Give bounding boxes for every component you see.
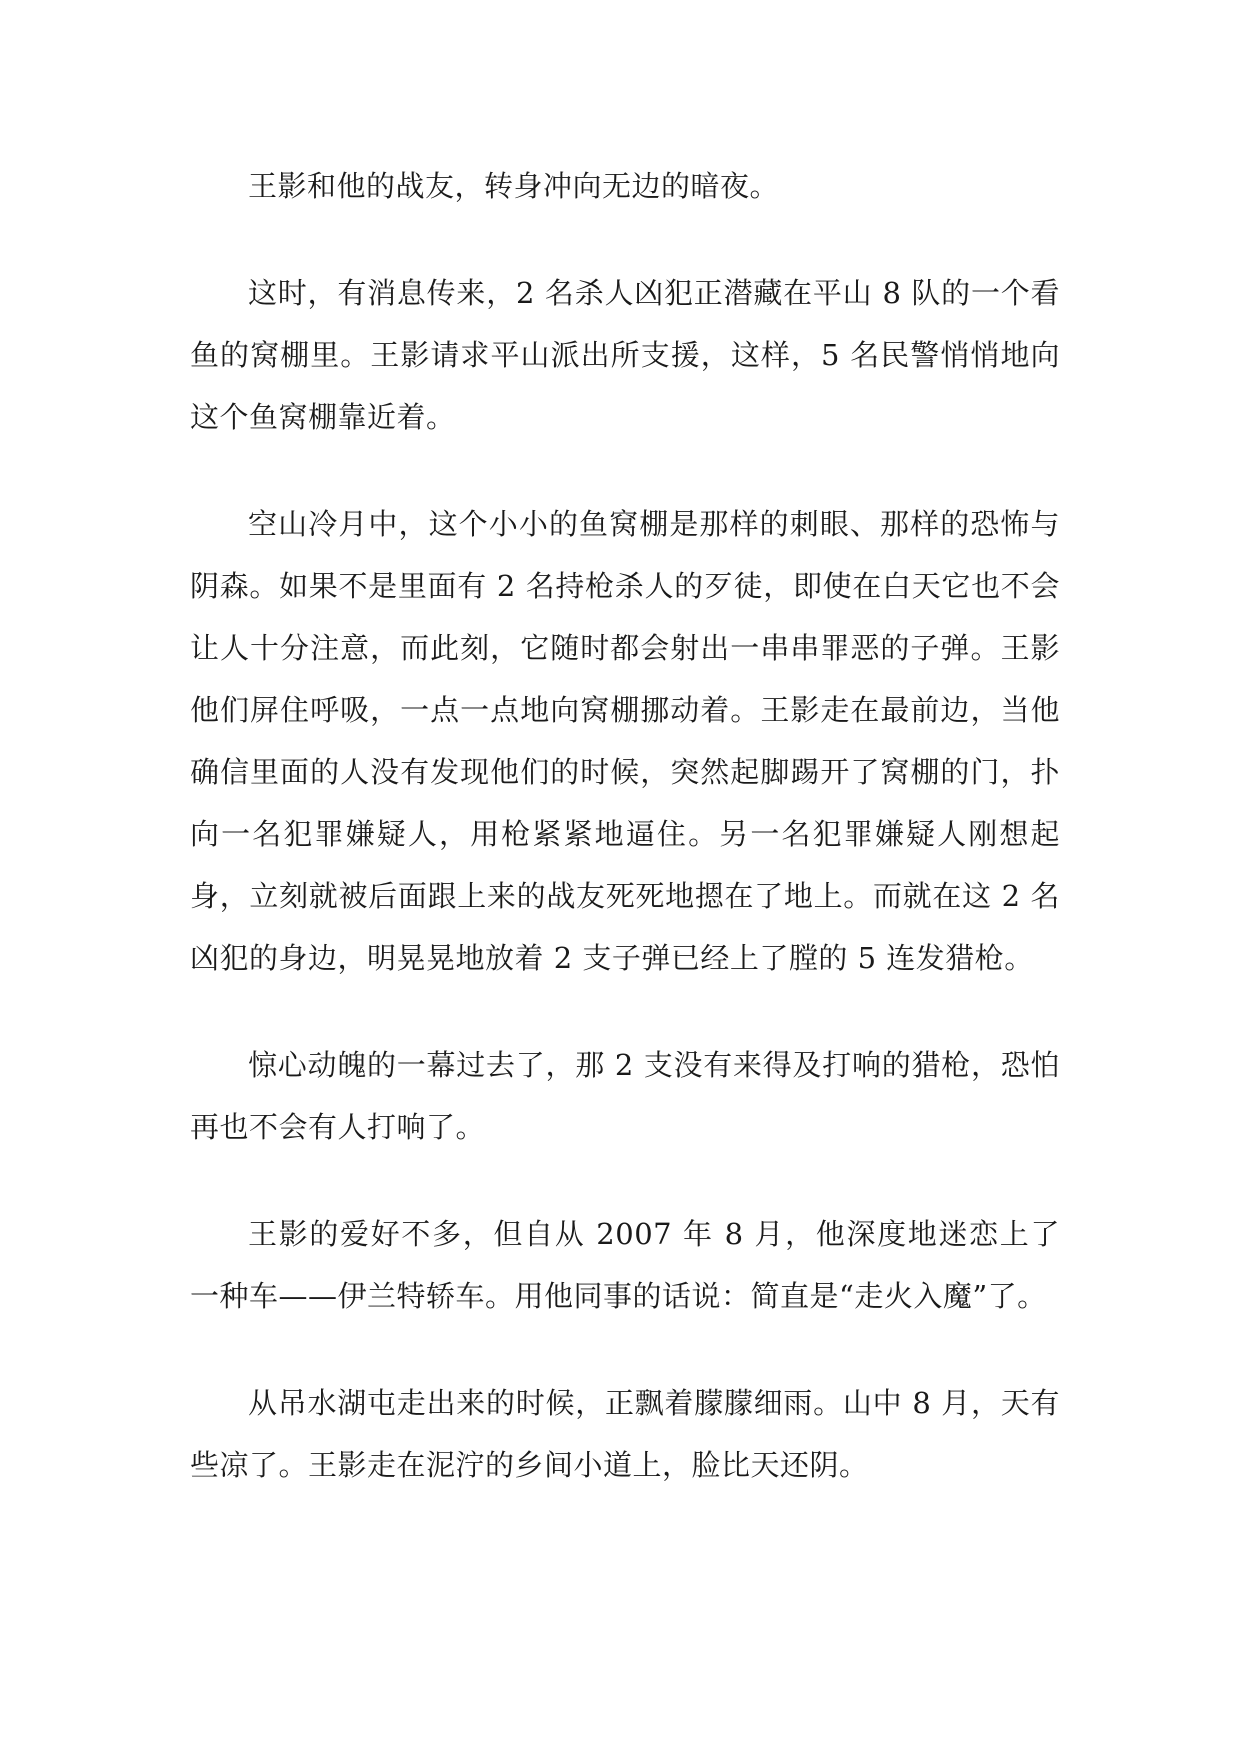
- paragraph-5: 王影的爱好不多，但自从 2007 年 8 月，他深度地迷恋上了一种车——伊兰特轿车。用他同事的话说：简直是“走火入魔”了。: [190, 1217, 1060, 1313]
- paragraph-2: 这时，有消息传来，2 名杀人凶犯正潜藏在平山 8 队的一个看鱼的窝棚里。王影请求平山派出所支援，这样，5 名民警悄悄地向这个鱼窝棚靠近着。: [190, 276, 1060, 434]
- paragraph-4: 惊心动魄的一幕过去了，那 2 支没有来得及打响的猎枪，恐怕再也不会有人打响了。: [190, 1048, 1060, 1144]
- document-body: [190, 155, 1060, 1496]
- paragraph-3: 空山冷月中，这个小小的鱼窝棚是那样的刺眼、那样的恐怖与阴森。如果不是里面有 2 名持枪杀人的歹徒，即使在白天它也不会让人十分注意，而此刻，它随时都会射出一串串罪恶的子弹。王影他们屏住呼吸，一点一点地向窝棚挪动着。王影走在最前边，当他确信里面的人没有发现他们的时候，突然起脚踢开了窝棚的门，扑向一名犯罪嫌疑人，用枪紧紧地逼住。另一名犯罪嫌疑人刚想起身，立刻就被后面跟上来的战友死死地摁在了地上。而就在这 2 名凶犯的身边，明晃晃地放着 2 支子弹已经上了膛的 5 连发猎枪。: [190, 507, 1060, 975]
- paragraph-1: 王影和他的战友，转身冲向无边的暗夜。: [248, 169, 780, 203]
- paragraph-6: 从吊水湖屯走出来的时候，正飘着朦朦细雨。山中 8 月，天有些凉了。王影走在泥泞的乡间小道上，脸比天还阴。: [190, 1386, 1060, 1482]
